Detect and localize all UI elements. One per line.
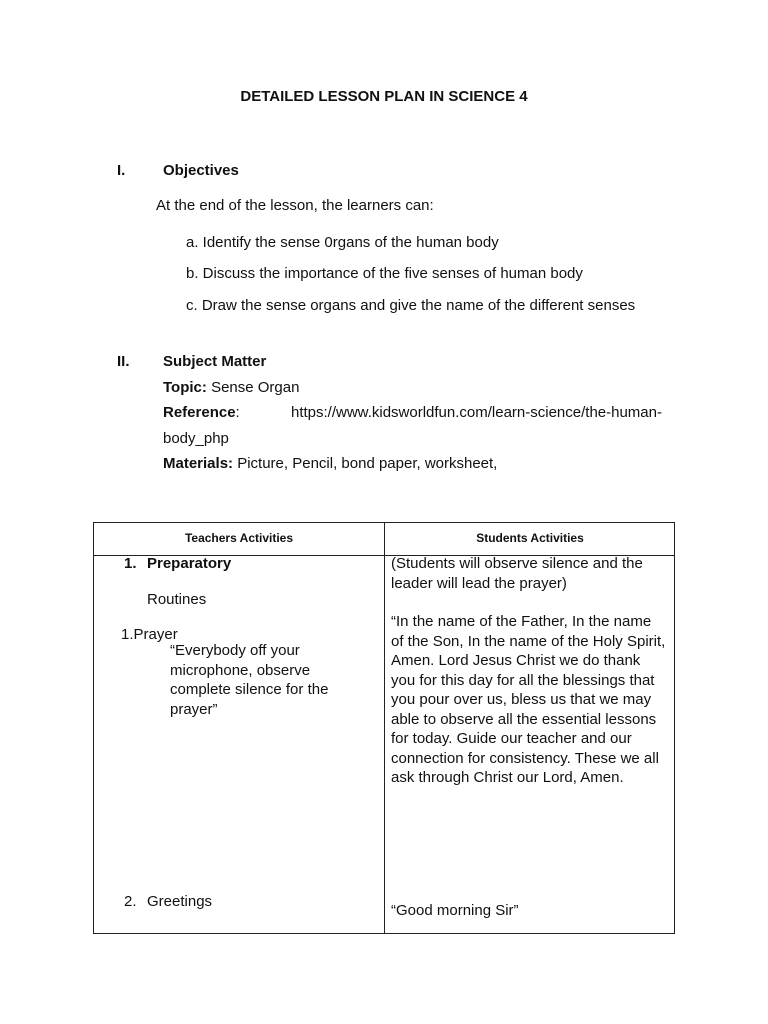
objective-item-c: c. Draw the sense organs and give the name of the different senses: [186, 297, 636, 314]
materials-value: Picture, Pencil, bond paper, worksheet,: [237, 455, 498, 472]
reference-line: [163, 404, 240, 421]
materials-line: [163, 455, 497, 472]
activities-table: [93, 522, 675, 934]
reference-url-line1: https://www.kidsworldfun.com/learn-science/the-human-: [291, 404, 662, 421]
section-numeral-objectives: I.: [117, 162, 126, 179]
reference-url-line2: body_php: [163, 430, 229, 447]
topic-line: [163, 379, 299, 396]
teacher-prayer-instruction: “Everybody off your microphone, observe complete silence for the prayer”: [170, 642, 329, 718]
table-column-divider: [384, 523, 385, 933]
objective-item-b: b. Discuss the importance of the five senses of human body: [186, 265, 583, 282]
reference-colon: :: [235, 404, 240, 421]
routines-label: Routines: [147, 591, 207, 608]
section-heading-objectives: Objectives: [163, 162, 239, 179]
materials-label: Materials:: [163, 455, 234, 472]
objective-item-a: a. Identify the sense 0rgans of the human body: [186, 234, 499, 251]
prayer-label: 1.Prayer: [121, 626, 178, 643]
greetings-number: 2.: [124, 893, 137, 910]
section-numeral-subject-matter: II.: [117, 353, 130, 370]
reference-label: Reference: [163, 404, 236, 421]
topic-value: Sense Organ: [211, 379, 300, 396]
document-title: DETAILED LESSON PLAN IN SCIENCE 4: [240, 88, 528, 105]
topic-label: Topic:: [163, 379, 207, 396]
preparatory-number: 1.: [124, 555, 137, 572]
students-greeting-reply: “Good morning Sir”: [391, 902, 519, 919]
students-silence-note: (Students will observe silence and the leader will lead the prayer): [391, 555, 643, 592]
header-students-activities: Students Activities: [476, 531, 584, 545]
greetings-label: Greetings: [147, 893, 213, 910]
header-teachers-activities: Teachers Activities: [184, 531, 294, 545]
students-prayer-text: “In the name of the Father, In the name of the Son, In the name of the Holy Spirit, Amen. Lord Jesus Christ we do thank you for this day for all the blessings that you pour over us, bless us that we may able to observe all the essential lessons for today. Guide our teacher and our connection for consistency. These we all ask through Christ our Lord, Amen.: [391, 613, 666, 786]
objectives-intro: At the end of the lesson, the learners can:: [156, 197, 434, 214]
section-heading-subject-matter: Subject Matter: [163, 353, 267, 370]
preparatory-label: Preparatory: [147, 555, 232, 572]
